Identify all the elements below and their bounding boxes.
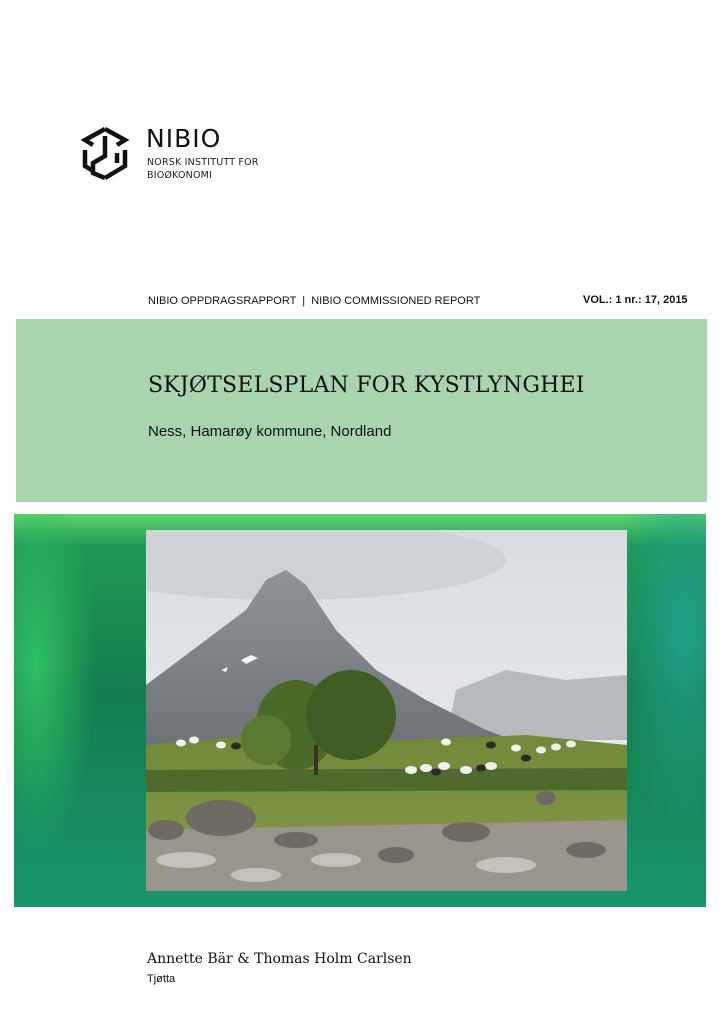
logo-subtitle-line1: NORSK INSTITUTT FOR <box>147 157 259 168</box>
report-series: NIBIO OPPDRAGSRAPPORT | NIBIO COMMISSIONED REPORT <box>148 295 481 307</box>
cover-photo <box>146 530 627 891</box>
report-location: Tjøtta <box>147 973 176 985</box>
nibio-hexagon-logo-icon <box>80 126 130 180</box>
nibio-logo <box>80 124 280 184</box>
report-title: SKJØTSELSPLAN FOR KYSTLYNGHEI <box>148 373 585 398</box>
report-authors: Annette Bär & Thomas Holm Carlsen <box>147 951 412 967</box>
landscape-photo-mountain-sheep-icon <box>146 530 627 891</box>
logo-name: NIBIO <box>146 124 222 153</box>
title-band <box>16 319 707 502</box>
report-volume: VOL.: 1 nr.: 17, 2015 <box>583 294 688 306</box>
logo-subtitle-line2: BIOØKONOMI <box>147 170 213 181</box>
report-subtitle: Ness, Hamarøy kommune, Nordland <box>148 423 392 440</box>
